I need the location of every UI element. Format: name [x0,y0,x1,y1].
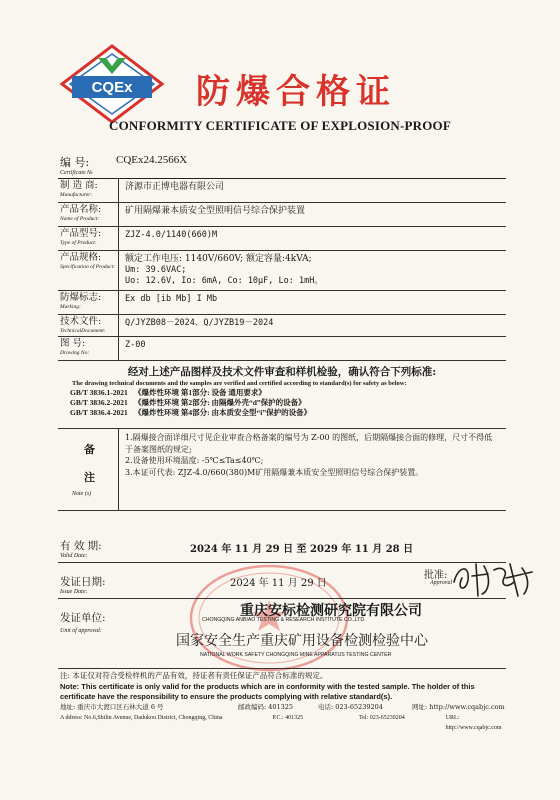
label-marking-en: Marking: [60,304,81,310]
certno-label-en: Certificate № [60,170,93,176]
label-manufacturer-en: Manufacturer: [60,192,93,198]
standard-item: GB/T 3836.2-2021 《爆炸性环境 第2部分: 由隔爆外壳“d”保护的设备》 [70,398,306,407]
valid-label-en: Valid Date: [60,553,88,559]
row-drawing [58,337,506,361]
org-name-cn: 重庆安标检测研究院有限公司 [240,603,422,619]
value-tech-doc: Q/JYZB08－2024、Q/JYZB19－2024 [125,318,274,328]
certno-label: 编 号: [60,156,90,169]
footer [58,670,506,733]
label-product-type: 产品型号: [60,228,102,239]
label-drawing: 图 号: [60,338,86,349]
label-marking: 防爆标志: [60,292,102,303]
notes-label-1: 备 [84,443,95,456]
issue-date: 2024 年 11 月 29 日 [230,578,327,589]
unit-label: 发证单位: [60,612,106,624]
divider [58,598,506,599]
logo-text: CQEx [91,79,133,96]
label-spec-en: Specification of Product: [60,264,116,270]
conclusion-en: The drawing technical documents and the samples are verified and certified according to standard(s) for safety as below: [72,380,407,387]
address-cn: 地址: 重庆市大渡口区石林大道 6 号 邮政编码: 401325 电话: 023-65239204 网址: http://www.cqabjc.com [60,703,505,711]
row-marking [58,291,506,315]
unit-label-en: Unit of approval: [60,628,102,634]
note-item: 2.设备使用环境温度: -5℃≤Ta≤40℃; [125,456,264,465]
label-manufacturer: 制 造 商: [60,180,98,191]
label-spec: 产品规格: [60,252,102,263]
value-product-name: 矿用隔爆兼本质安全型照明信号综合保护装置 [118,203,506,226]
conclusion-section [58,361,506,429]
certificate-number: CQEx24.2566X [116,154,188,166]
label-drawing-en: Drawing No: [60,350,90,356]
standard-item: GB/T 3836.1-2021 《爆炸性环境 第1部分: 设备 通用要求》 [70,388,266,397]
org-name-en: CHONGQING ANBIAO TESTING & RESEARCH INSTITUTE CO.,LTD. [202,617,366,623]
value-marking: Ex db [ib Mb] I Mb [125,294,218,304]
label-product-type-en: Type of Product: [60,240,97,246]
row-product-type [58,227,506,251]
footer-note-cn: 注: 本证仅对符合受检样机的产品有效，持证者有责任保证产品符合标准的规定。 [60,671,328,680]
row-notes [58,429,506,511]
signature [448,556,536,600]
standard-item: GB/T 3836.4-2021 《爆炸性环境 第4部分: 由本质安全型“i”保护的设备》 [70,408,312,417]
approval-label: 批准: [424,570,448,581]
note-item: 1.隔爆接合面详细尺寸见企业审查合格备案的编号为 Z-00 的图纸，后期隔爆接合面的修理，尺寸不得低于备案图纸的规定; [125,433,493,454]
approval-label-en: Approval [430,580,453,586]
spec-line-2: Um: 39.6VAC; [125,265,187,275]
conclusion-cn: 经对上述产品图样及技术文件审查和样机检验，确认符合下列标准: [127,366,437,378]
value-product-type: ZJZ-4.0/1140(660)M [125,230,218,240]
footer-note-en: Note: This certificate is only valid for the products which are in conformity with the tested sample. The holder of this certificate have the responsibility to ensure the products complying with relative standard(s). [60,682,475,701]
row-product-name [58,203,506,227]
issue-label-en: Issue Date: [60,589,88,595]
notes-label-en: Note (s) [72,491,92,497]
value-manufacturer: 济源市正博电器有限公司 [118,179,506,202]
title-cn: 防爆合格证 [196,72,396,112]
row-spec [58,251,506,291]
label-product-name-en: Name of Product: [60,216,100,222]
spec-line-3: Uo: 12.6V, Io: 6mA, Co: 10μF, Lo: 1mH。 [125,276,323,286]
label-product-name: 产品名称: [60,204,102,215]
label-tech-doc-en: TechnicalDocument: [60,328,106,334]
row-manufacturer [58,179,506,203]
product-table [58,178,506,511]
note-item: 3.本证可代表: ZJZ-4.0/660(380)M矿用隔爆兼本质安全型照明信号综合保护装置。 [125,467,424,477]
valid-date: 2024 年 11 月 29 日 至 2029 年 11 月 28 日 [190,544,414,555]
center-name-cn: 国家安全生产重庆矿用设备检测检验中心 [176,633,428,649]
title-en: CONFORMITY CERTIFICATE OF EXPLOSION-PROOF [108,118,452,133]
value-drawing: Z-00 [125,340,146,350]
spec-line-1: 额定工作电压: 1140V/660V; 额定容量:4kVA; [125,254,312,264]
center-name-en: NATIONAL WORK SAFETY CHONGQING MINE APPARATUS TESTING CENTER [200,652,392,658]
valid-label: 有 效 期: [60,540,102,552]
divider [58,668,506,669]
cqex-logo [58,44,166,124]
label-tech-doc: 技术文件: [60,316,102,327]
issue-label: 发证日期: [60,576,106,588]
address-en: A ddress: No.6,Shilin Avenue, Dadukou District, Chongqing, China P.C.: 401325 Tel: 023-65239204 URL: http://www.cqabjc.com [60,715,502,731]
row-tech-doc [58,315,506,337]
notes-label-2: 注 [84,471,95,484]
